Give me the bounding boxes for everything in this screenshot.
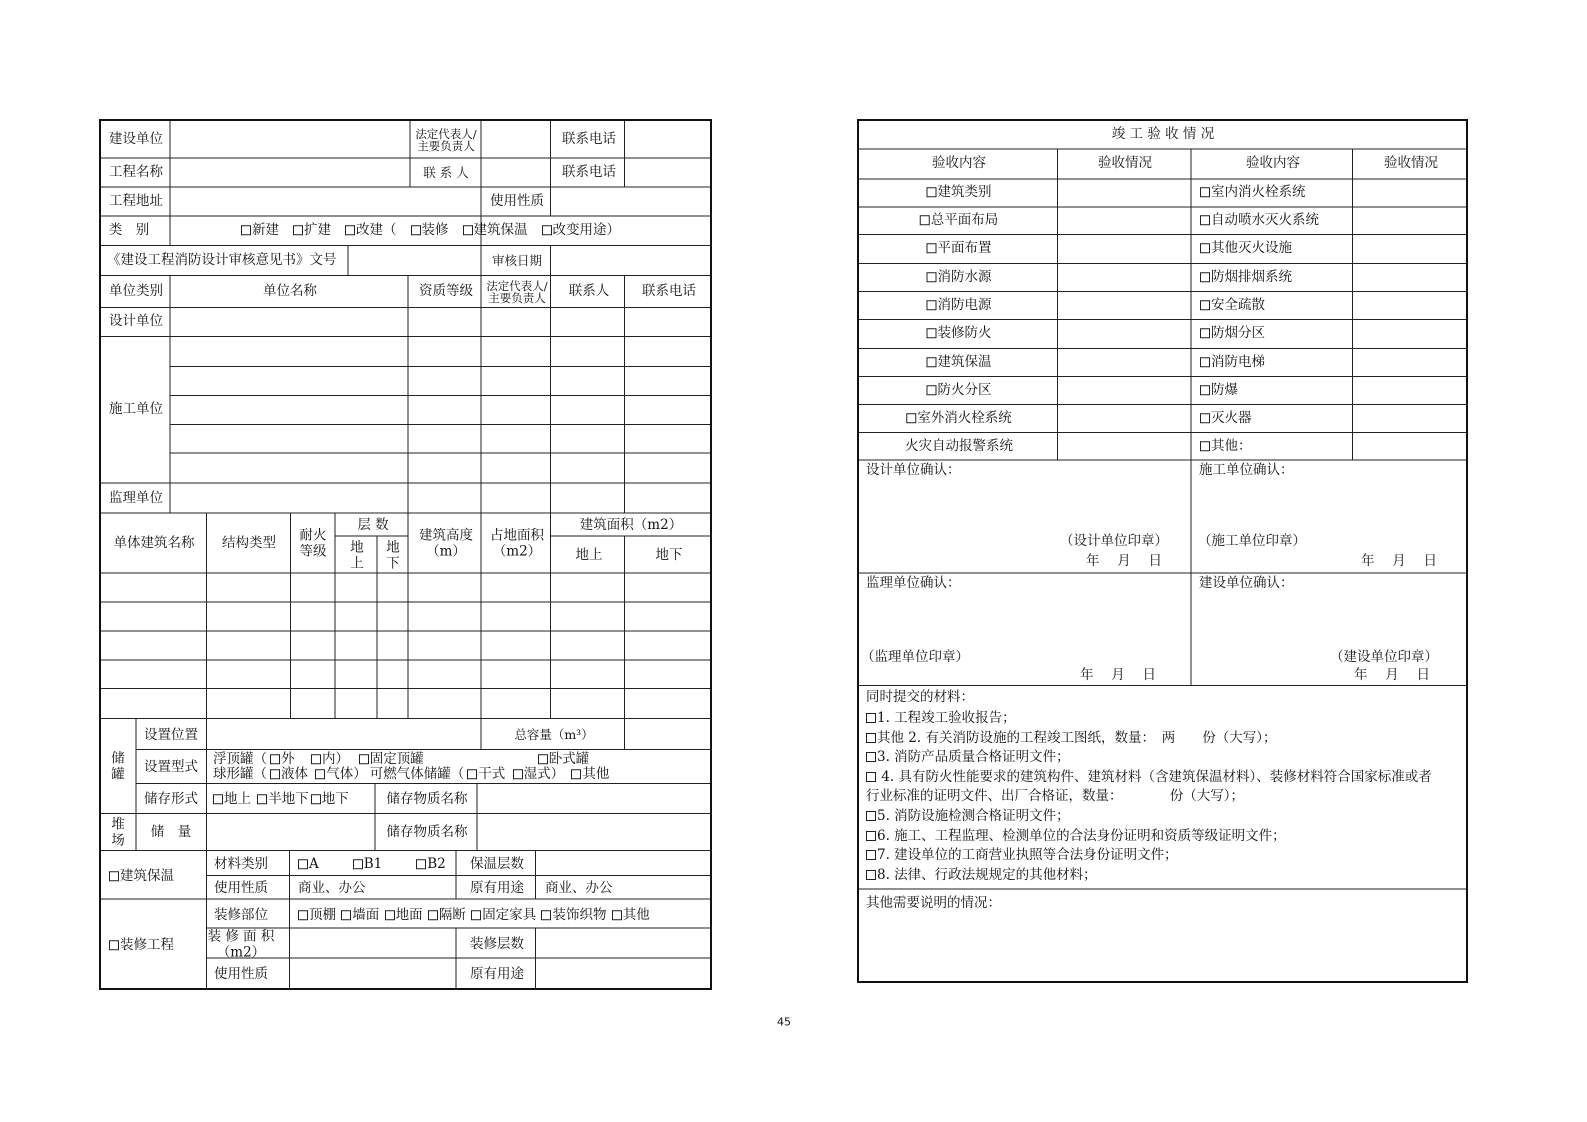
checkbox[interactable] bbox=[411, 225, 421, 235]
material-item-label: 其他 2. 有关消防设施的工程竣工图纸，数量： 两 份（大写）； bbox=[877, 729, 1277, 746]
option-label: 新建 bbox=[252, 222, 279, 239]
acceptance-item[interactable] bbox=[1200, 185, 1306, 201]
phone-label-2: 联系电话 bbox=[562, 164, 616, 181]
structure-type-header: 结构类型 bbox=[222, 535, 276, 552]
material-item-label: 5. 消防设施检测合格证明文件； bbox=[877, 808, 1070, 824]
category-options bbox=[241, 223, 634, 239]
insulation-original-label: 原有用途 bbox=[470, 880, 524, 897]
checkbox[interactable] bbox=[866, 831, 876, 841]
checkbox[interactable] bbox=[109, 940, 119, 950]
option-label bbox=[427, 751, 535, 767]
checkbox[interactable] bbox=[1200, 300, 1210, 310]
decoration-part-options bbox=[298, 908, 651, 924]
construction-date-label: 年 月 日 bbox=[1360, 553, 1438, 570]
acceptance-item-label: 消防水源 bbox=[937, 269, 992, 286]
legal-rep-label: 法定代表人/ 主要负责人 bbox=[415, 126, 477, 153]
decoration-parts-label: 装修部位 bbox=[214, 907, 268, 924]
footprint-header: 占地面积 （m2） bbox=[490, 527, 544, 559]
option-item[interactable] bbox=[353, 856, 383, 872]
decoration-floors-label: 装修层数 bbox=[470, 936, 524, 953]
material-item bbox=[866, 788, 1244, 804]
phone-label-1: 联系电话 bbox=[562, 131, 616, 148]
acceptance-item-label: 平面布置 bbox=[937, 240, 992, 257]
floors-header: 层 数 bbox=[357, 517, 389, 534]
acceptance-item[interactable] bbox=[927, 298, 992, 314]
option-item[interactable] bbox=[541, 907, 610, 923]
acceptance-item-label: 防烟分区 bbox=[1211, 325, 1265, 342]
material-item[interactable] bbox=[866, 867, 1097, 883]
acceptance-item[interactable] bbox=[1200, 383, 1238, 399]
checkbox[interactable] bbox=[293, 225, 303, 235]
checkbox[interactable] bbox=[1200, 328, 1210, 338]
checkbox[interactable] bbox=[571, 769, 581, 779]
acceptance-item[interactable] bbox=[906, 411, 1012, 427]
material-item-label: 4. 具有防火性能要求的建筑构件、建筑材料（含建筑保温材料）、装修材料符合国家标准或者 bbox=[877, 768, 1432, 785]
height-header: 建筑高度 （m） bbox=[419, 527, 473, 559]
option-item[interactable] bbox=[293, 222, 331, 238]
acceptance-item-label: 消防电源 bbox=[937, 297, 992, 314]
option-label: A bbox=[309, 856, 319, 873]
supervision-seal-label: （监理单位印章） bbox=[861, 649, 969, 666]
decoration-original-label: 原有用途 bbox=[470, 966, 524, 983]
checkbox[interactable] bbox=[1200, 413, 1210, 423]
checkbox[interactable] bbox=[345, 225, 355, 235]
option-item[interactable] bbox=[311, 791, 349, 807]
option-label: 顶棚 bbox=[309, 907, 341, 924]
acceptance-item bbox=[905, 439, 1013, 455]
acceptance-item-label: 装修防火 bbox=[937, 325, 992, 342]
checkbox[interactable] bbox=[416, 859, 426, 869]
option-label: 墙面 bbox=[352, 907, 384, 924]
area-header: 建筑面积（m2） bbox=[579, 517, 683, 534]
project-name-label: 工程名称 bbox=[109, 164, 163, 181]
option-label: 外 bbox=[281, 751, 308, 768]
construction-confirm-label: 施工单位确认： bbox=[1199, 462, 1294, 479]
option-label: 改建（ bbox=[356, 222, 397, 239]
legal-rep-header: 法定代表人/ 主要负责人 bbox=[486, 278, 548, 305]
option-label: 浮顶罐（ bbox=[213, 751, 267, 768]
tank-type-line2 bbox=[213, 767, 612, 783]
checkbox[interactable] bbox=[538, 754, 548, 764]
checkbox[interactable] bbox=[927, 272, 937, 282]
contact-label: 联 系 人 bbox=[423, 164, 469, 180]
material-item[interactable] bbox=[866, 808, 1070, 824]
review-date-label: 审核日期 bbox=[491, 252, 543, 268]
option-item[interactable] bbox=[257, 791, 309, 807]
checkbox[interactable] bbox=[298, 859, 308, 869]
checkbox[interactable] bbox=[920, 215, 930, 225]
building-name-header: 单体建筑名称 bbox=[113, 535, 195, 552]
option-item[interactable] bbox=[359, 751, 424, 767]
checkbox[interactable] bbox=[298, 910, 308, 920]
acceptance-title: 竣 工 验 收 情 况 bbox=[1111, 126, 1215, 143]
checkbox[interactable] bbox=[1200, 385, 1210, 395]
other-notes-label: 其他需要说明的情况： bbox=[866, 895, 1001, 912]
option-label: 固定顶罐 bbox=[369, 751, 424, 768]
checkbox[interactable] bbox=[927, 243, 937, 253]
acceptance-item[interactable] bbox=[927, 241, 992, 257]
option-label: 其他 bbox=[622, 907, 650, 924]
option-item[interactable] bbox=[213, 791, 255, 807]
application-form bbox=[99, 119, 712, 990]
checkbox[interactable] bbox=[213, 794, 223, 804]
checkbox[interactable] bbox=[542, 225, 552, 235]
material-item-label: 1. 工程竣工验收报告； bbox=[877, 710, 1016, 726]
material-item-label: 6. 施工、工程监理、检测单位的合法身份证明和资质等级证明文件； bbox=[877, 827, 1286, 844]
yard-material-label: 储存物质名称 bbox=[386, 824, 468, 841]
option-item[interactable] bbox=[270, 766, 312, 782]
material-item-label: 7. 建设单位的工商营业执照等合法身份证明文件； bbox=[877, 847, 1178, 864]
checkbox[interactable] bbox=[341, 910, 351, 920]
yard-label: 堆 场 bbox=[111, 816, 125, 848]
checkbox[interactable] bbox=[353, 859, 363, 869]
unit-type-header: 单位类别 bbox=[109, 283, 163, 300]
builder-label: 建设单位 bbox=[109, 131, 163, 148]
material-type-label: 材料类别 bbox=[214, 856, 268, 873]
acceptance-item[interactable] bbox=[927, 270, 992, 286]
design-unit-label: 设计单位 bbox=[109, 313, 163, 330]
acceptance-item-label: 防爆 bbox=[1211, 382, 1238, 399]
option-label: B1 bbox=[363, 856, 383, 873]
acceptance-item-label: 防烟排烟系统 bbox=[1211, 269, 1292, 286]
option-item[interactable] bbox=[298, 907, 340, 923]
option-item[interactable] bbox=[416, 856, 446, 872]
option-label: 扩建 bbox=[304, 222, 331, 239]
option-item[interactable] bbox=[428, 907, 470, 923]
qualification-header: 资质等级 bbox=[419, 283, 473, 300]
design-seal-label: （设计单位印章） bbox=[1060, 533, 1168, 550]
checkbox[interactable] bbox=[513, 769, 523, 779]
material-options bbox=[298, 857, 480, 873]
checkbox[interactable] bbox=[927, 328, 937, 338]
option-item[interactable] bbox=[241, 222, 279, 238]
option-item[interactable] bbox=[538, 751, 590, 767]
col-status-2: 验收情况 bbox=[1384, 155, 1438, 172]
decoration-label: 装修工程 bbox=[109, 938, 174, 954]
option-label: 地下 bbox=[321, 791, 349, 808]
checkbox[interactable] bbox=[311, 754, 321, 764]
checkbox[interactable] bbox=[866, 772, 876, 782]
checkbox[interactable] bbox=[311, 794, 321, 804]
option-item[interactable] bbox=[471, 907, 540, 923]
acceptance-item[interactable] bbox=[927, 185, 992, 201]
area-below-header: 地下 bbox=[655, 547, 683, 564]
tank-position-label: 设置位置 bbox=[144, 727, 198, 744]
checkbox[interactable] bbox=[1200, 187, 1210, 197]
option-item[interactable] bbox=[612, 907, 650, 923]
acceptance-item-label: 防火分区 bbox=[937, 382, 992, 399]
checkbox[interactable] bbox=[541, 910, 551, 920]
checkbox[interactable] bbox=[927, 187, 937, 197]
design-date-label: 年 月 日 bbox=[1085, 553, 1163, 570]
option-item[interactable] bbox=[315, 766, 367, 782]
option-label: 隔断 bbox=[438, 907, 471, 924]
material-item-label: 行业标准的证明文件、出厂合格证，数量： 份（大写）； bbox=[866, 788, 1244, 805]
option-label: 固定家具 bbox=[482, 907, 541, 924]
storage-form-label: 储存形式 bbox=[144, 791, 198, 808]
option-item bbox=[370, 766, 465, 782]
checkbox[interactable] bbox=[866, 870, 876, 880]
tank-type-label: 设置型式 bbox=[144, 759, 198, 776]
checkbox[interactable] bbox=[385, 910, 395, 920]
option-item bbox=[213, 751, 267, 767]
checkbox[interactable] bbox=[270, 754, 280, 764]
acceptance-item[interactable] bbox=[1200, 241, 1292, 257]
acceptance-item-label: 灭火器 bbox=[1211, 410, 1252, 427]
checkbox[interactable] bbox=[866, 850, 876, 860]
option-label: 改变用途） bbox=[552, 222, 620, 239]
option-label: 半地下 bbox=[268, 791, 309, 808]
yard-storage-label: 储 量 bbox=[150, 824, 192, 841]
design-confirm-label: 设计单位确认： bbox=[866, 462, 961, 479]
supervision-unit-label: 监理单位 bbox=[109, 490, 163, 507]
unit-name-header: 单位名称 bbox=[263, 283, 317, 300]
checkbox[interactable] bbox=[866, 811, 876, 821]
floors-below-header: 地 下 bbox=[386, 539, 400, 571]
acceptance-form bbox=[857, 119, 1468, 983]
checkbox[interactable] bbox=[257, 794, 267, 804]
option-label: 球形罐（ bbox=[213, 766, 267, 783]
acceptance-item-label: 消防电梯 bbox=[1211, 354, 1265, 371]
option-label: B2 bbox=[427, 856, 446, 873]
acceptance-item-label: 建筑类别 bbox=[937, 184, 992, 201]
checkbox[interactable] bbox=[270, 769, 280, 779]
material-item[interactable] bbox=[866, 828, 1286, 844]
material-item[interactable] bbox=[866, 749, 1070, 765]
material-item[interactable] bbox=[866, 730, 1276, 746]
acceptance-item[interactable] bbox=[920, 213, 999, 229]
option-label: 液体 bbox=[281, 766, 313, 783]
material-item-label: 8. 法律、行政法规规定的其他材料； bbox=[877, 866, 1097, 883]
option-label: 干式 bbox=[478, 766, 510, 783]
acceptance-item[interactable] bbox=[927, 326, 992, 342]
tank-label: 储 罐 bbox=[111, 750, 125, 782]
builder-date-label: 年 月 日 bbox=[1353, 667, 1431, 684]
opinion-doc-label: 《建设工程消防设计审核意见书》文号 bbox=[107, 252, 337, 269]
acceptance-item[interactable] bbox=[1200, 411, 1252, 427]
insulation-layers-label: 保温层数 bbox=[470, 856, 524, 873]
checkbox[interactable] bbox=[467, 769, 477, 779]
checkbox[interactable] bbox=[927, 300, 937, 310]
construction-seal-label: （施工单位印章） bbox=[1198, 533, 1306, 550]
option-item[interactable] bbox=[298, 856, 319, 872]
checkbox[interactable] bbox=[463, 225, 473, 235]
acceptance-item[interactable] bbox=[1200, 439, 1252, 455]
acceptance-item[interactable] bbox=[1200, 355, 1265, 371]
option-label: 建筑保温 bbox=[473, 222, 528, 239]
checkbox[interactable] bbox=[428, 910, 438, 920]
insulation-usage-value: 商业、办公 bbox=[298, 880, 366, 897]
option-label: 其他 bbox=[582, 766, 610, 783]
decoration-area-label: 装 修 面 积 （m2） bbox=[207, 928, 275, 960]
option-item[interactable] bbox=[345, 222, 397, 238]
checkbox[interactable] bbox=[866, 733, 876, 743]
acceptance-item-label: 安全疏散 bbox=[1211, 297, 1265, 314]
acceptance-item[interactable] bbox=[1200, 326, 1265, 342]
materials-title: 同时提交的材料： bbox=[866, 689, 974, 706]
supervision-date-label: 年 月 日 bbox=[1079, 667, 1157, 684]
area-above-header: 地上 bbox=[575, 547, 603, 564]
acceptance-item[interactable] bbox=[927, 383, 992, 399]
col-content-2: 验收内容 bbox=[1246, 155, 1300, 172]
option-item[interactable] bbox=[463, 222, 528, 238]
acceptance-item-label: 总平面布局 bbox=[930, 212, 999, 229]
acceptance-item-label: 自动喷水灭火系统 bbox=[1211, 212, 1319, 229]
option-label: 湿式） bbox=[523, 766, 569, 783]
category-label: 类 别 bbox=[108, 222, 150, 239]
option-item[interactable] bbox=[571, 766, 609, 782]
tank-material-label: 储存物质名称 bbox=[386, 791, 468, 808]
storage-options bbox=[213, 792, 351, 808]
acceptance-item-label: 火灾自动报警系统 bbox=[905, 438, 1013, 455]
option-item[interactable] bbox=[385, 907, 427, 923]
decoration-usage-label: 使用性质 bbox=[214, 966, 268, 983]
checkbox[interactable] bbox=[109, 871, 119, 881]
material-item[interactable] bbox=[866, 769, 1432, 785]
checkbox[interactable] bbox=[927, 357, 937, 367]
col-content-1: 验收内容 bbox=[932, 155, 986, 172]
checkbox[interactable] bbox=[1200, 357, 1210, 367]
phone-header: 联系电话 bbox=[642, 283, 696, 300]
supervision-confirm-label: 监理单位确认： bbox=[866, 575, 961, 592]
project-address-label: 工程地址 bbox=[109, 193, 163, 210]
option-label: 气体） bbox=[326, 766, 367, 783]
checkbox[interactable] bbox=[866, 752, 876, 762]
option-label: 地上 bbox=[224, 791, 256, 808]
acceptance-item-label: 其他： bbox=[1211, 438, 1252, 455]
checkbox[interactable] bbox=[359, 754, 369, 764]
acceptance-item[interactable] bbox=[1200, 298, 1265, 314]
material-item[interactable] bbox=[866, 847, 1178, 863]
acceptance-item-label: 其他灭火设施 bbox=[1211, 240, 1292, 257]
construction-unit-label: 施工单位 bbox=[109, 401, 163, 418]
checkbox[interactable] bbox=[1200, 243, 1210, 253]
checkbox[interactable] bbox=[315, 769, 325, 779]
checkbox[interactable] bbox=[906, 413, 916, 423]
insulation-original-value: 商业、办公 bbox=[545, 880, 613, 897]
floors-above-header: 地 上 bbox=[350, 539, 364, 571]
insulation-label: 建筑保温 bbox=[109, 869, 174, 885]
option-item[interactable] bbox=[311, 751, 356, 767]
acceptance-item-label: 室外消火栓系统 bbox=[917, 410, 1012, 427]
option-label: 卧式罐 bbox=[548, 751, 590, 768]
option-item bbox=[213, 766, 267, 782]
option-label: 装修 bbox=[421, 222, 449, 239]
option-item[interactable] bbox=[513, 766, 569, 782]
option-item[interactable] bbox=[341, 907, 383, 923]
acceptance-item[interactable] bbox=[927, 355, 992, 371]
acceptance-item[interactable] bbox=[1200, 270, 1292, 286]
option-label: 内） bbox=[322, 751, 356, 768]
checkbox[interactable] bbox=[1200, 215, 1210, 225]
option-label: 地面 bbox=[395, 907, 427, 924]
checkbox[interactable] bbox=[927, 385, 937, 395]
acceptance-item-label: 建筑保温 bbox=[937, 354, 992, 371]
page-number: 45 bbox=[777, 1015, 791, 1029]
option-item[interactable] bbox=[411, 222, 449, 238]
contact-header: 联系人 bbox=[568, 283, 610, 300]
acceptance-item[interactable] bbox=[1200, 213, 1319, 229]
insulation-usage-label: 使用性质 bbox=[214, 880, 268, 897]
acceptance-item-label: 室内消火栓系统 bbox=[1211, 184, 1306, 201]
usage-label: 使用性质 bbox=[490, 193, 544, 210]
option-item[interactable] bbox=[542, 222, 621, 238]
checkbox[interactable] bbox=[471, 910, 481, 920]
builder-seal-label: （建设单位印章） bbox=[1330, 649, 1438, 666]
checkbox[interactable] bbox=[241, 225, 251, 235]
option-item[interactable] bbox=[270, 751, 308, 767]
checkbox[interactable] bbox=[1200, 441, 1210, 451]
tank-capacity-label: 总容量（m³） bbox=[514, 726, 594, 742]
option-item bbox=[427, 751, 535, 767]
option-item[interactable] bbox=[467, 766, 509, 782]
checkbox[interactable] bbox=[612, 910, 622, 920]
option-label: 装饰织物 bbox=[552, 907, 611, 924]
col-status-1: 验收情况 bbox=[1098, 155, 1152, 172]
option-label: 可燃气体储罐（ bbox=[369, 766, 465, 783]
builder-confirm-label: 建设单位确认： bbox=[1199, 575, 1294, 592]
material-item-label: 3. 消防产品质量合格证明文件； bbox=[877, 749, 1070, 766]
checkbox[interactable] bbox=[1200, 272, 1210, 282]
checkbox[interactable] bbox=[866, 713, 876, 723]
material-item[interactable] bbox=[866, 710, 1016, 726]
fire-rating-header: 耐火 等级 bbox=[299, 527, 327, 559]
